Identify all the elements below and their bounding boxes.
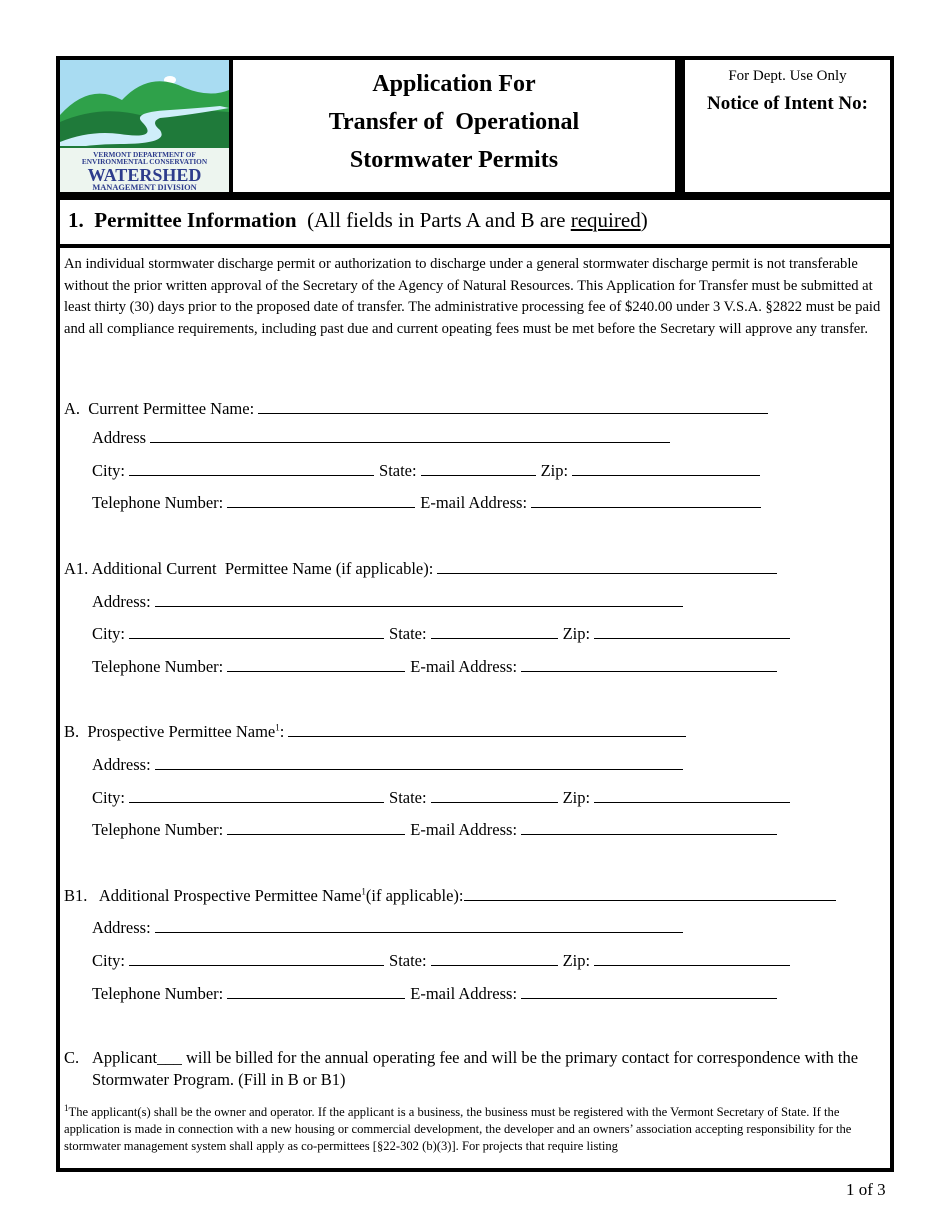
section-c-letter: C.	[64, 1048, 80, 1067]
zip-label: Zip:	[562, 788, 591, 807]
section-c	[64, 1047, 894, 1089]
prospective-permittee-name-field[interactable]	[288, 721, 686, 737]
b1-email-field[interactable]	[521, 983, 777, 999]
section-b1-name-row	[64, 885, 841, 906]
email-label: E-mail Address:	[410, 820, 518, 839]
form-title-line3: Stormwater Permits	[349, 147, 559, 173]
zip-label: Zip:	[540, 461, 569, 480]
section-a1-name-row	[64, 558, 782, 579]
telephone-label: Telephone Number:	[92, 820, 224, 839]
section-a-city-row	[92, 460, 765, 481]
section-header	[56, 196, 894, 248]
section-note-post: )	[640, 208, 648, 232]
section-b-address-row	[92, 754, 688, 775]
section-b1-contact-row	[92, 983, 782, 1004]
b-city-field[interactable]	[129, 787, 384, 803]
intro-paragraph: An individual stormwater discharge permit or authorization to discharge under a general stormwater discharge permit is not transferable without the prior written approval of the Secretary of the Agency of Natural Resources. This Application for Transfer must be submitted at least thirty (30) days prior to the proposed date of transfer. The administrative processing fee of $240.00 under 3 V.S.A. §2822 must be paid and all compliance requirements, including past due and current opeating fees must be met before the Secretary will approve any transfer.	[64, 256, 881, 337]
section-b1-address-row	[92, 917, 688, 938]
telephone-label: Telephone Number:	[92, 657, 224, 676]
section-a-contact-row	[92, 492, 766, 513]
form-title-line2: Transfer of Operational	[328, 109, 580, 135]
section-b-label: B. Prospective Permittee Name	[64, 722, 276, 741]
form-title-line1: Application For	[372, 71, 536, 97]
logo-line3: MANAGEMENT DIVISION	[92, 183, 197, 192]
section-b-name-row	[64, 721, 691, 742]
section-b1-label: B1. Additional Prospective Permittee Name	[64, 886, 362, 905]
state-label: State:	[389, 951, 427, 970]
notice-of-intent-label: Notice of Intent No:	[707, 93, 868, 114]
logo-word: WATERSHED	[87, 165, 202, 185]
section-b1-label-suffix: (if applicable):	[365, 886, 464, 905]
section-a-address-row	[92, 427, 675, 448]
page-number: 1 of 3	[846, 1180, 886, 1199]
section-a1-address-row	[92, 591, 688, 612]
a1-city-field[interactable]	[129, 623, 384, 639]
a1-zip-field[interactable]	[594, 623, 790, 639]
section-c-text: Applicant___ will be billed for the annual operating fee and will be the primary contact for correspondence with the Stormwater Program. (Fill in B or B1)	[92, 1048, 859, 1089]
section-b1-city-row	[92, 950, 795, 971]
section-note-required: required	[570, 208, 641, 232]
section-note-pre: (All fields in Parts A and B are	[307, 208, 571, 232]
city-label: City:	[92, 461, 126, 480]
address-label: Address:	[92, 918, 151, 937]
current-city-field[interactable]	[129, 460, 374, 476]
zip-label: Zip:	[562, 624, 591, 643]
footnote-ref: 1	[361, 886, 366, 897]
email-label: E-mail Address:	[410, 657, 518, 676]
current-zip-field[interactable]	[572, 460, 760, 476]
dept-use-box	[679, 56, 894, 196]
a1-state-field[interactable]	[431, 623, 558, 639]
a1-telephone-field[interactable]	[227, 656, 405, 672]
city-label: City:	[92, 788, 126, 807]
city-label: City:	[92, 951, 126, 970]
form-title-box	[229, 56, 679, 196]
watershed-logo-graphic	[60, 60, 229, 192]
address-label: Address:	[92, 755, 151, 774]
additional-prospective-permittee-field[interactable]	[464, 885, 836, 901]
section-number-title: 1. Permittee Information	[68, 208, 297, 232]
footnote-text: The applicant(s) shall be the owner and operator. If the applicant is a business, the business must be registered with the Vermont Secretary of State. If the application is made in connection with a new housing or commercial development, the developer and an owners’ association accepting responsibility for the stormwater management system shall apply as co-permittees [§22-302 (b)(3)]. For projects that require listing	[64, 1105, 852, 1154]
footnote-marker: 1	[64, 1103, 69, 1113]
state-label: State:	[379, 461, 417, 480]
telephone-label: Telephone Number:	[92, 493, 224, 512]
zip-label: Zip:	[562, 951, 591, 970]
b1-address-field[interactable]	[155, 917, 683, 933]
city-label: City:	[92, 624, 126, 643]
email-label: E-mail Address:	[420, 493, 528, 512]
b1-telephone-field[interactable]	[227, 983, 405, 999]
additional-current-permittee-field[interactable]	[437, 558, 777, 574]
telephone-label: Telephone Number:	[92, 984, 224, 1003]
current-telephone-field[interactable]	[227, 492, 415, 508]
section-b-contact-row	[92, 819, 782, 840]
footnote	[64, 1100, 864, 1155]
dept-use-label: For Dept. Use Only	[728, 68, 847, 84]
section-b-label-colon: :	[279, 722, 285, 741]
email-label: E-mail Address:	[410, 984, 518, 1003]
a1-address-field[interactable]	[155, 591, 683, 607]
b1-city-field[interactable]	[129, 950, 384, 966]
current-address-field[interactable]	[150, 427, 670, 443]
section-title	[68, 208, 648, 233]
section-a-label: A. Current Permittee Name:	[64, 399, 255, 418]
b-address-field[interactable]	[155, 754, 683, 770]
b1-state-field[interactable]	[431, 950, 558, 966]
section-a1-contact-row	[92, 656, 782, 677]
b-state-field[interactable]	[431, 787, 558, 803]
state-label: State:	[389, 624, 427, 643]
footnote-ref: 1	[275, 722, 280, 733]
logo-line2: ENVIRONMENTAL CONSERVATION	[81, 157, 208, 166]
b1-zip-field[interactable]	[594, 950, 790, 966]
section-a-name-row	[64, 398, 773, 419]
b-email-field[interactable]	[521, 819, 777, 835]
address-label: Address	[92, 428, 147, 447]
section-a1-label: A1. Additional Current Permittee Name (if applicable):	[64, 559, 434, 578]
a1-email-field[interactable]	[521, 656, 777, 672]
section-b-city-row	[92, 787, 795, 808]
address-label: Address:	[92, 592, 151, 611]
state-label: State:	[389, 788, 427, 807]
current-state-field[interactable]	[421, 460, 536, 476]
current-email-field[interactable]	[531, 492, 761, 508]
current-permittee-name-field[interactable]	[258, 398, 768, 414]
section-a1-city-row	[92, 623, 795, 644]
b-zip-field[interactable]	[594, 787, 790, 803]
logo-line1: VERMONT DEPARTMENT OF	[93, 150, 196, 159]
b-telephone-field[interactable]	[227, 819, 405, 835]
watershed-logo	[56, 56, 233, 196]
